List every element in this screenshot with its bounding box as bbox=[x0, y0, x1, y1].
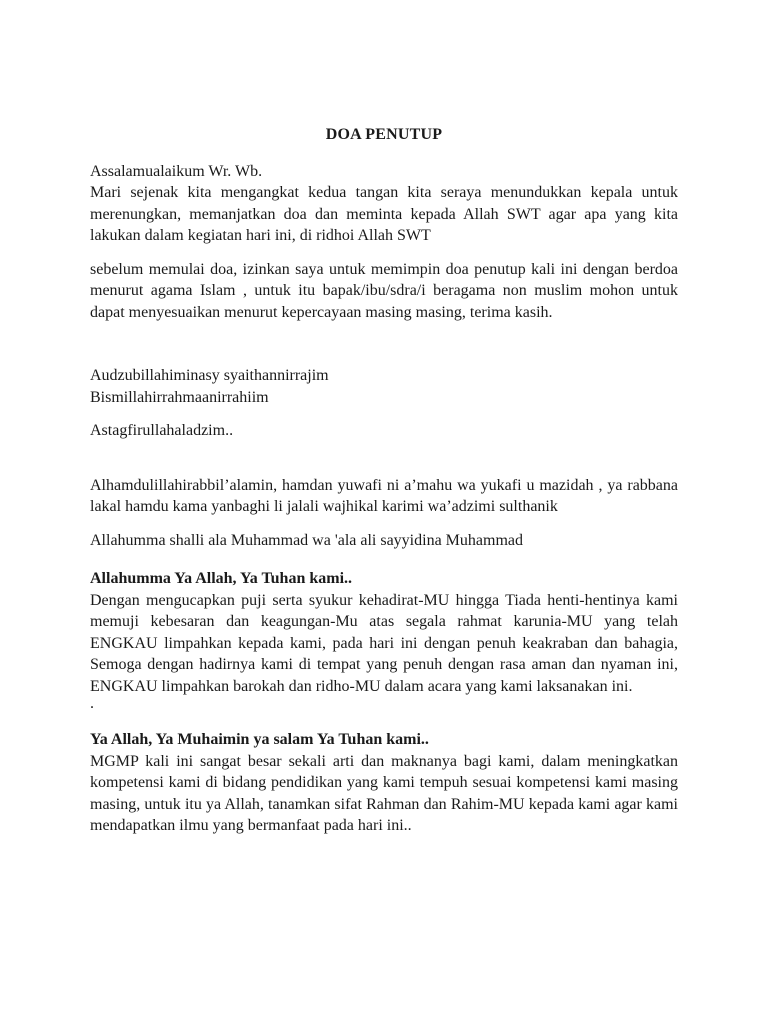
shalawat-text: Allahumma shalli ala Muhammad wa 'ala ali sayyidina Muhammad bbox=[90, 531, 523, 549]
second-paragraph: sebelum memulai doa, izinkan saya untuk memimpin doa penutup kali ini dengan berdoa menurut agama Islam , untuk itu bapak/ibu/sdra/i beragama non muslim mohon untuk dapat menyesuaikan menurut kepercayaan masing masing, terima kasih. bbox=[90, 260, 678, 321]
greeting-text: Assalamualaikum Wr. Wb. bbox=[90, 162, 263, 180]
section-heading-1: Allahumma Ya Allah, Ya Tuhan kami.. bbox=[90, 570, 353, 587]
spacer bbox=[90, 551, 678, 568]
section-paragraph-1: Dengan mengucapkan puji serta syukur kehadirat-MU hingga Tiada henti-hentinya kami memuji kebesaran dan keagungan-Mu atas segala rahmat karunia-MU yang telah ENGKAU limpahkan kepada kami, pada hari ini dengan penuh keakraban dan bahagia, Semoga dengan hadirnya kami di tempat yang penuh dengan rasa aman dan nyaman ini, ENGKAU limpahkan barokah dan ridho-MU dalam acara yang kami laksanakan ini. bbox=[90, 591, 678, 695]
taawudz-text: Audzubillahiminasy syaithannirrajim bbox=[90, 367, 329, 384]
spacer bbox=[90, 323, 678, 365]
document-page bbox=[90, 124, 678, 837]
basmalah-text: Bismillahirrahmaanirrahiim bbox=[90, 388, 269, 406]
intro-paragraph: Mari sejenak kita mengangkat kedua tangan kita seraya menundukkan kepala untuk merenungkan, memanjatkan doa dan meminta kepada Allah SWT agar apa yang kita lakukan dalam kegiatan hari ini, di ridhoi Allah SWT bbox=[90, 184, 678, 244]
document-title: DOA PENUTUP bbox=[325, 126, 443, 143]
spacer bbox=[90, 247, 678, 259]
spacer bbox=[90, 442, 678, 475]
hamdalah-paragraph: Alhamdulillahirabbil’alamin, hamdan yuwafi ni a’mahu wa yukafi u mazidah , ya rabbana lakal hamdu kama yanbaghi li jalali wajhikal karimi wa’adzimi sulthanik bbox=[90, 476, 678, 515]
spacer bbox=[90, 408, 678, 420]
istighfar-text: Astagfirullahaladzim.. bbox=[90, 422, 234, 439]
spacer bbox=[90, 518, 678, 530]
section-heading-2: Ya Allah, Ya Muhaimin ya salam Ya Tuhan kami.. bbox=[90, 731, 429, 748]
section-paragraph-2: MGMP kali ini sangat besar sekali arti dan maknanya bagi kami, dalam meningkatkan kompetensi kami di bidang pendidikan yang kami tempuh sesuai kompetensi kami masing masing, untuk itu ya Allah, tanamkan sifat Rahman dan Rahim-MU kepada kami agar kami mendapatkan ilmu yang bermanfaat pada hari ini.. bbox=[90, 752, 678, 834]
spacer bbox=[90, 717, 678, 729]
stray-dot: . bbox=[90, 695, 94, 712]
